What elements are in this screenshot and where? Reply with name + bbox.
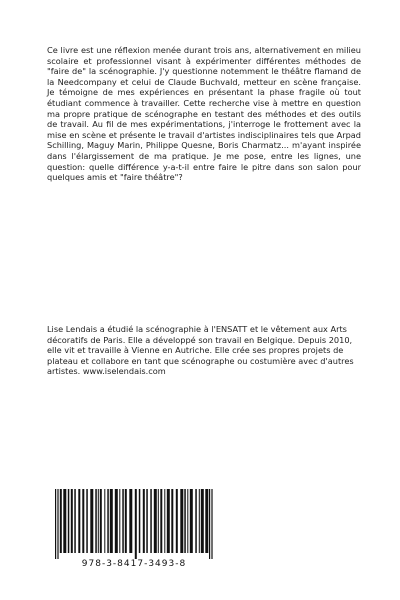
barcode-bar <box>187 489 188 553</box>
author-bio: Lise Lendais a étudié la scénographie à l'ENSATT et le vêtement aux Arts décoratifs de Paris. Elle a développé son travail en Belgique. Depuis 2010, elle vit et travaille à Vienne en Autriche. Elle crée ses propres projets de plateau et collabore en tant que scénographe ou costumière avec d'autres artistes. www.iselendais.com <box>47 324 354 377</box>
barcode-bar <box>95 489 97 553</box>
barcode-bar <box>150 489 152 553</box>
barcode-bar <box>139 489 141 553</box>
barcode-bar <box>195 489 197 553</box>
barcode-bar <box>176 489 178 553</box>
barcode-bar <box>129 489 132 553</box>
barcode-bar <box>160 489 162 553</box>
barcode-bar <box>209 489 210 559</box>
barcode-bar <box>110 489 113 553</box>
barcode-bar <box>60 489 62 553</box>
book-summary: Ce livre est une réflexion menée durant trois ans, alternativement en milieu scolaire et professionnel visant à expérimenter différentes méthodes de "faire de" la scénographie. J'y questionne notemment le théâtre flamand de la Needcompany et celui de Claude Buchvald, metteur en scène française. Je témoigne de mes expériences en présentant la phase fragile où tout étudiant commence à travailler. Cette recherche vise à mettre en question ma propre pratique de scénographe en testant des méthodes et des outils de travail. Au fil de mes expérimentations, j'interroge le frottement avec la mise en scène et présente le travail d'artistes indisciplinaires tels que Arpad Schilling, Maguy Marin, Philippe Quesne, Boris Charmatz... m'ayant inspirée dans l'élargissement de ma pratique. Je me pose, entre les lignes, une question: quelle différence y-a-t-il entre faire le pitre dans son salon pour quelques amis et "faire théâtre"? <box>47 45 361 183</box>
barcode-bar <box>63 489 66 553</box>
barcode-bar <box>184 489 186 553</box>
barcode-bar <box>167 489 170 553</box>
barcode-image <box>47 487 221 559</box>
barcode-bar <box>122 489 124 553</box>
barcode-bar <box>82 489 84 553</box>
barcode-bar <box>86 489 88 553</box>
barcode-bar <box>164 489 165 553</box>
barcode-bar <box>100 489 102 553</box>
barcode-bar <box>158 489 159 553</box>
isbn-barcode <box>47 487 221 575</box>
isbn-number: 978-3-8417-3493-8 <box>81 559 187 569</box>
barcode-bar <box>98 489 99 553</box>
barcode-bar <box>71 489 73 553</box>
barcode-bar <box>180 489 183 553</box>
barcode-bar <box>78 489 80 553</box>
barcode-bar <box>55 489 56 559</box>
barcode-bar <box>205 489 208 553</box>
barcode-bar <box>211 489 212 559</box>
barcode-bar <box>199 489 200 553</box>
barcode-bar <box>74 489 76 553</box>
barcode-bar <box>171 489 173 553</box>
barcode-bar <box>190 489 193 553</box>
barcode-bar <box>115 489 118 553</box>
barcode-bar <box>107 489 109 553</box>
barcode-bar <box>146 489 148 553</box>
barcode-bar <box>154 489 157 553</box>
barcode-bar <box>57 489 58 559</box>
barcode-bar <box>104 489 105 553</box>
barcode-bar <box>68 489 70 553</box>
barcode-bar <box>143 489 145 553</box>
barcode-bar <box>125 489 127 553</box>
barcode-bar <box>119 489 120 553</box>
barcode-bar <box>90 489 93 553</box>
barcode-bar <box>201 489 204 553</box>
barcode-bar <box>135 489 137 559</box>
